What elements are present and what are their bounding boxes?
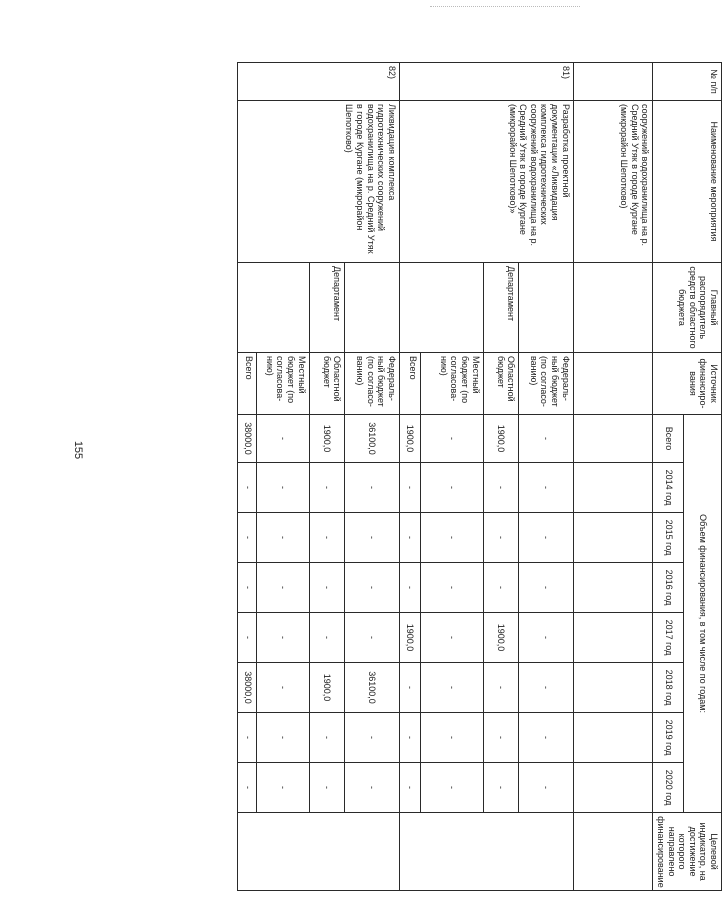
item81-row3-2017: 1900,0 bbox=[399, 613, 420, 663]
item82-row2-2015: - bbox=[257, 513, 309, 563]
item82-row2-2017: - bbox=[257, 613, 309, 663]
item81-row2-2019: - bbox=[420, 713, 483, 763]
item82-indicator bbox=[238, 813, 399, 891]
item81-row1-2017: 1900,0 bbox=[483, 613, 519, 663]
item81-row3-2014: - bbox=[399, 463, 420, 513]
item82-name: Ликвидация комплекса гидротехнических сооружений водохранилища на р. Средний Утяк в городе Кургане (микрорайон Шепотково) bbox=[238, 101, 399, 263]
item82-manager: Департамент bbox=[309, 263, 345, 353]
item82-row2-2016: - bbox=[257, 563, 309, 613]
item82-row3-2014: - bbox=[238, 463, 257, 513]
continuation-name: сооружений водохранилища на р. Средний Утяк в городе Кургане (микрорайон Шепотково) bbox=[573, 101, 653, 263]
continuation-num bbox=[573, 63, 653, 101]
item82-row1-2016: - bbox=[309, 563, 345, 613]
item81-row0-2014: - bbox=[519, 463, 573, 513]
item81-row1-total: 1900,0 bbox=[483, 415, 519, 463]
item81-row0-2017: - bbox=[519, 613, 573, 663]
header-num: № п/п bbox=[653, 63, 722, 101]
item81-row0-2016: - bbox=[519, 563, 573, 613]
header-volume-group: Объем финансирования, в том числе по годам: bbox=[684, 415, 722, 813]
item82-row2-2018: - bbox=[257, 663, 309, 713]
item81-row0-source: Федераль-ный бюджет (по согласо-ванию) bbox=[519, 353, 573, 415]
item81-name: Разработка проектной документации «Ликвидация комплекса гидротехнических сооружений водохранилища на р. Средний Утяк в городе Кургане (микрорайон Шепотково)» bbox=[399, 101, 573, 263]
item82-row2-source: Местный бюджет (по согласова-нию) bbox=[257, 353, 309, 415]
header-total: Всего bbox=[653, 415, 684, 463]
item82-row0-2015: - bbox=[345, 513, 399, 563]
item82-row0-source: Федераль-ный бюджет (по согласо-ванию) bbox=[345, 353, 399, 415]
item81-row2-2016: - bbox=[420, 563, 483, 613]
item81-row3-2020: - bbox=[399, 763, 420, 813]
item81-row1-2018: - bbox=[483, 663, 519, 713]
item81-row3-2019: - bbox=[399, 713, 420, 763]
item81-row0-2020: - bbox=[519, 763, 573, 813]
item81-manager: Департамент bbox=[483, 263, 519, 353]
item82-row1-2015: - bbox=[309, 513, 345, 563]
item82-row0-2018: 36100,0 bbox=[345, 663, 399, 713]
item81-manager-empty-2 bbox=[399, 263, 483, 353]
header-row-1 bbox=[684, 63, 722, 891]
item82-row0-2020: - bbox=[345, 763, 399, 813]
item82-row0-2019: - bbox=[345, 713, 399, 763]
item81-row0-total: - bbox=[519, 415, 573, 463]
item82-row0-2017: - bbox=[345, 613, 399, 663]
item81-row3-source: Всего bbox=[399, 353, 420, 415]
item82-row1-total: 1900,0 bbox=[309, 415, 345, 463]
header-year-2019: 2019 год bbox=[653, 713, 684, 763]
item82-row2-2020: - bbox=[257, 763, 309, 813]
header-name: Наименование мероприятия bbox=[653, 101, 722, 263]
item82-row3-2018: 38000,0 bbox=[238, 663, 257, 713]
item82-row3-2016: - bbox=[238, 563, 257, 613]
item82-row0-2016: - bbox=[345, 563, 399, 613]
item82-row1-2020: - bbox=[309, 763, 345, 813]
item81-row1-2016: - bbox=[483, 563, 519, 613]
item82-row0-2014: - bbox=[345, 463, 399, 513]
item81-row1-2019: - bbox=[483, 713, 519, 763]
item82-row1-2014: - bbox=[309, 463, 345, 513]
financing-table bbox=[237, 62, 722, 891]
header-year-2015: 2015 год bbox=[653, 513, 684, 563]
item82-row2-2014: - bbox=[257, 463, 309, 513]
item81-indicator bbox=[399, 813, 573, 891]
item82-row3-2017: - bbox=[238, 613, 257, 663]
item82-manager-empty bbox=[345, 263, 399, 353]
item81-row2-2014: - bbox=[420, 463, 483, 513]
item81-row2-total: - bbox=[420, 415, 483, 463]
item82-manager-empty-2 bbox=[238, 263, 309, 353]
item81-row1-source: Областной бюджет bbox=[483, 353, 519, 415]
header-year-2020: 2020 год bbox=[653, 763, 684, 813]
item81-row3-2018: - bbox=[399, 663, 420, 713]
table-row bbox=[345, 63, 399, 891]
rotated-table-wrapper bbox=[242, 62, 722, 888]
header-year-2014: 2014 год bbox=[653, 463, 684, 513]
item81-row2-2017: - bbox=[420, 613, 483, 663]
item82-row3-2015: - bbox=[238, 513, 257, 563]
item82-row3-source: Всего bbox=[238, 353, 257, 415]
item81-row3-total: 1900,0 bbox=[399, 415, 420, 463]
item82-row2-2019: - bbox=[257, 713, 309, 763]
item81-manager-empty bbox=[519, 263, 573, 353]
table-row bbox=[519, 63, 573, 891]
item82-row1-2017: - bbox=[309, 613, 345, 663]
header-year-2016: 2016 год bbox=[653, 563, 684, 613]
header-year-2018: 2018 год bbox=[653, 663, 684, 713]
item82-row3-2020: - bbox=[238, 763, 257, 813]
scan-artifact bbox=[430, 6, 580, 8]
item82-row3-2019: - bbox=[238, 713, 257, 763]
item81-row0-2018: - bbox=[519, 663, 573, 713]
page-number: 155 bbox=[72, 440, 84, 460]
item82-row1-2019: - bbox=[309, 713, 345, 763]
continuation-row bbox=[573, 63, 653, 891]
item81-row0-2019: - bbox=[519, 713, 573, 763]
item81-row1-2020: - bbox=[483, 763, 519, 813]
header-indicator: Целевой индикатор, на достижение которого направлено финансирование bbox=[653, 813, 722, 891]
header-source: Источник финансиро-вания bbox=[653, 353, 722, 415]
item82-row0-total: 36100,0 bbox=[345, 415, 399, 463]
header-manager: Главный распорядитель средств областного бюджета bbox=[653, 263, 722, 353]
item81-row2-2015: - bbox=[420, 513, 483, 563]
header-year-2017: 2017 год bbox=[653, 613, 684, 663]
item82-row2-total: - bbox=[257, 415, 309, 463]
item81-row3-2015: - bbox=[399, 513, 420, 563]
item81-row3-2016: - bbox=[399, 563, 420, 613]
item82-row1-2018: 1900,0 bbox=[309, 663, 345, 713]
item82-row1-source: Областной бюджет bbox=[309, 353, 345, 415]
item81-num: 81) bbox=[399, 63, 573, 101]
item81-row1-2015: - bbox=[483, 513, 519, 563]
item81-row0-2015: - bbox=[519, 513, 573, 563]
item81-row2-2020: - bbox=[420, 763, 483, 813]
item82-num: 82) bbox=[238, 63, 399, 101]
item81-row2-2018: - bbox=[420, 663, 483, 713]
item81-row2-source: Местный бюджет (по согласова-нию) bbox=[420, 353, 483, 415]
item81-row1-2014: - bbox=[483, 463, 519, 513]
item82-row3-total: 38000,0 bbox=[238, 415, 257, 463]
